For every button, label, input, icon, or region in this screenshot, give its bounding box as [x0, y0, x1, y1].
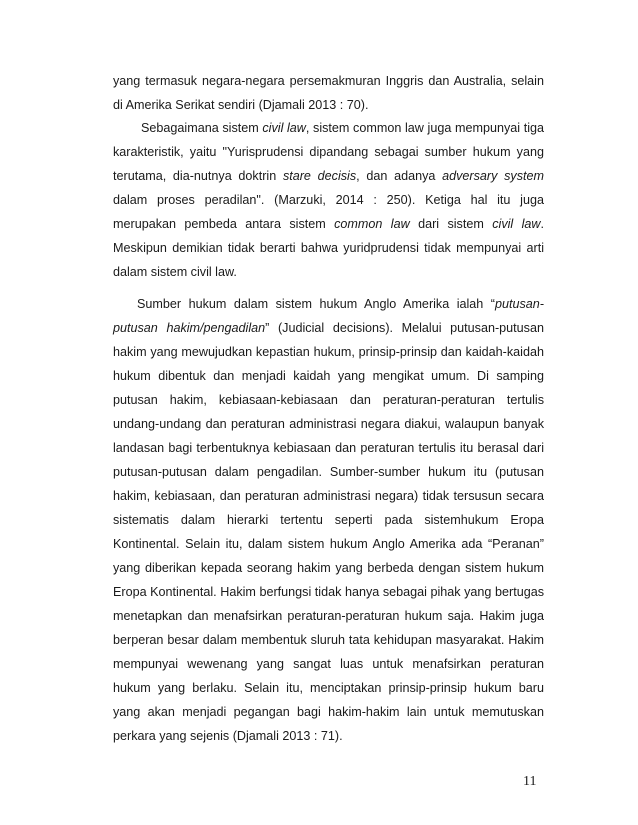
text-segment: hukum dibentuk dan menjadi kaidah yang mengikat umum. Di samping: [113, 369, 544, 383]
text-line: [113, 728, 544, 744]
text-segment: Meskipun demikian tidak berarti bahwa yuridprudensi tidak mempunyai arti: [113, 241, 544, 255]
text-segment: mempunyai wewenang yang sangat luas untuk menafsirkan peraturan: [113, 657, 544, 671]
text-line: [113, 680, 544, 696]
text-line: [113, 464, 544, 480]
text-segment: Sumber hukum dalam sistem hukum Anglo Amerika ialah “: [137, 297, 495, 311]
italic-text: putusan hakim/pengadilan: [113, 321, 266, 335]
text-segment: putusan hakim, kebiasaan-kebiasaan dan peraturan-peraturan tertulis: [113, 393, 544, 407]
text-line: [113, 608, 544, 624]
text-segment: sistematis dalam hierarki tertentu seperti pada sistemhukum Eropa: [113, 513, 544, 527]
text-segment: hakim yang mewujudkan kepastian hukum, prinsip-prinsip dan kaidah-kaidah: [113, 345, 544, 359]
text-segment: ” (Judicial decisions). Melalui putusan-putusan: [265, 321, 544, 335]
text-segment: berperan besar dalam membentuk sluruh tata kehidupan masyarakat. Hakim: [113, 633, 544, 647]
text-line: [113, 584, 544, 600]
page-number: 11: [523, 774, 537, 789]
text-line: [113, 632, 544, 648]
text-segment: , sistem common law juga mempunyai tiga: [305, 121, 544, 135]
text-segment: menetapkan dan menafsirkan peraturan-peraturan hukum saja. Hakim juga: [113, 609, 544, 623]
text-line: [113, 168, 544, 184]
text-line: [113, 192, 544, 208]
text-line: [113, 344, 544, 360]
text-segment: hakim, kebiasaan, dan peraturan administrasi negara) tidak tersusun secara: [113, 489, 544, 503]
text-segment: putusan-putusan dalam pengadilan. Sumber-sumber hukum itu (putusan: [113, 465, 544, 479]
text-segment: dalam proses peradilan". (Marzuki, 2014 : 250). Ketiga hal itu juga: [113, 193, 544, 207]
italic-text: civil law: [262, 121, 306, 135]
italic-text: putusan-: [494, 297, 544, 311]
text-segment: Sebagaimana sistem: [141, 121, 263, 135]
text-segment: dalam sistem civil law.: [113, 265, 237, 279]
text-line: [141, 120, 544, 136]
text-line: [113, 704, 544, 720]
text-segment: landasan bagi terbentuknya kebiasaan dan peraturan tertulis itu berasal dari: [113, 441, 544, 455]
text-segment: undang-undang dan peraturan administrasi negara diakui, walaupun banyak: [113, 417, 544, 431]
text-segment: merupakan pembeda antara sistem: [113, 217, 335, 231]
text-line: [113, 440, 544, 456]
text-segment: perkara yang sejenis (Djamali 2013 : 71).: [113, 729, 343, 743]
text-line: [137, 296, 544, 312]
text-line: [113, 264, 544, 280]
text-line: [113, 512, 544, 528]
text-line: [113, 488, 544, 504]
italic-text: common law: [334, 217, 410, 231]
text-segment: karakteristik, yaitu "Yurisprudensi dipandang sebagai sumber hukum yang: [113, 145, 544, 159]
text-line: [113, 416, 544, 432]
text-segment: yang termasuk negara-negara persemakmuran Inggris dan Australia, selain: [113, 74, 544, 88]
text-line: [113, 656, 544, 672]
text-line: [113, 560, 544, 576]
text-segment: .: [540, 217, 544, 231]
text-line: [113, 216, 544, 232]
text-line: [113, 536, 544, 552]
text-segment: terutama, dia-nutnya doktrin: [113, 169, 283, 183]
text-segment: Eropa Kontinental. Hakim berfungsi tidak hanya sebagai pihak yang bertugas: [113, 585, 544, 599]
text-line: [113, 97, 544, 113]
italic-text: adversary system: [442, 169, 544, 183]
text-segment: yang akan menjadi pegangan bagi hakim-hakim lain untuk memutuskan: [113, 705, 544, 719]
text-line: [113, 368, 544, 384]
italic-text: stare decisis: [282, 169, 357, 183]
text-line: [113, 73, 544, 89]
text-segment: di Amerika Serikat sendiri (Djamali 2013 : 70).: [113, 98, 369, 112]
text-segment: dari sistem: [409, 217, 493, 231]
italic-text: civil law: [492, 217, 541, 231]
text-segment: Kontinental. Selain itu, dalam sistem hukum Anglo Amerika ada “Peranan”: [113, 537, 544, 551]
text-segment: yang diberikan kepada seorang hakim yang berbeda dengan sistem hukum: [113, 561, 544, 575]
text-segment: , dan adanya: [356, 169, 443, 183]
text-line: [113, 320, 544, 336]
text-line: [113, 240, 544, 256]
text-line: [113, 144, 544, 160]
text-segment: hukum yang berlaku. Selain itu, menciptakan prinsip-prinsip hukum baru: [113, 681, 544, 695]
text-line: [113, 392, 544, 408]
